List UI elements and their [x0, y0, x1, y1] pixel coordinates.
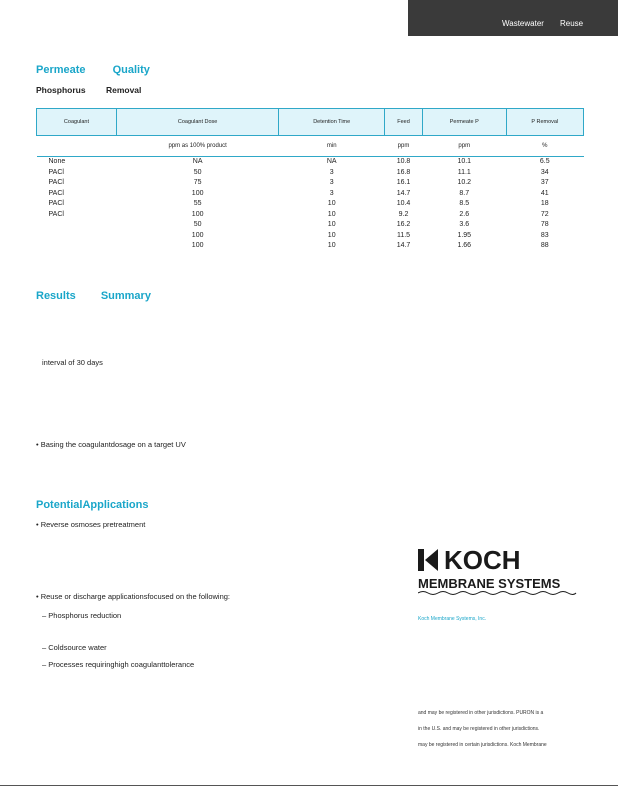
results-line: interval of 30 days — [42, 358, 103, 367]
table-cell: 10 — [327, 221, 336, 228]
table-cell: 3 — [329, 179, 334, 186]
column-unit: % — [506, 136, 583, 157]
title-part: Quality — [112, 64, 150, 76]
table-cell: 55 — [193, 200, 202, 207]
table-cell: 10.4 — [396, 200, 411, 207]
table-cell — [37, 220, 117, 231]
title-part: Permeate — [36, 64, 86, 76]
results-title — [36, 290, 151, 302]
koch-logo — [418, 546, 608, 603]
table-row — [37, 220, 584, 231]
bullet-text: Phosphorus reduction — [48, 611, 122, 620]
table-cell: 100 — [191, 210, 204, 218]
applications-title: PotentialApplications — [36, 499, 149, 511]
table-cell: 50 — [193, 168, 202, 176]
app-subbullet: – Phosphorus reduction — [42, 611, 122, 620]
table-cell: 10.1 — [457, 158, 472, 165]
company-name: Koch Membrane Systems, Inc. — [418, 616, 487, 622]
logo-line1: KOCH — [444, 546, 521, 575]
table-cell: 1.66 — [457, 242, 472, 249]
table-cell: 100 — [191, 242, 204, 249]
table-cell: 8.7 — [459, 189, 470, 197]
table-cell: PACl — [48, 210, 64, 218]
table-cell: 100 — [191, 189, 204, 197]
table-row — [37, 199, 584, 210]
bullet-text: Processes requiringhigh coagulanttolerance — [48, 660, 195, 669]
table-cell: PACl — [48, 200, 64, 207]
table-cell: 100 — [191, 231, 204, 239]
bullet-text: Reuse or discharge applicationsfocused on the following: — [40, 592, 231, 601]
table-cell: 10 — [327, 231, 336, 239]
bullet-text: Reverse osmoses pretreatment — [40, 520, 146, 529]
results-bullet: • Basing the coagulantdosage on a target UV — [36, 440, 186, 449]
column-unit: ppm as 100% product — [116, 136, 278, 157]
legal-text: in the U.S. and may be registered in other jurisdictions. — [418, 726, 540, 732]
app-bullet: • Reverse osmoses pretreatment — [36, 520, 146, 529]
table-cell: 34 — [540, 168, 549, 176]
table-cell: PACl — [48, 168, 64, 176]
table-cell: 11.1 — [457, 168, 471, 176]
koch-logo-icon — [418, 546, 608, 598]
section-title — [36, 64, 150, 76]
table-cell: 41 — [540, 189, 549, 197]
table-cell: 50 — [193, 221, 202, 228]
table-cell: 16.2 — [396, 221, 411, 228]
table-cell: 10 — [327, 242, 336, 249]
table-cell: None — [48, 158, 66, 165]
table-row — [37, 210, 584, 221]
table-cell: 9.2 — [398, 210, 409, 218]
table-cell: 83 — [540, 231, 549, 239]
table-cell: 6.5 — [539, 158, 550, 165]
column-header: Permeate P — [422, 109, 506, 136]
bottom-rule — [0, 785, 618, 786]
app-subbullet: – Processes requiringhigh coagulanttolerance — [42, 660, 195, 669]
column-header: Detention Time — [279, 109, 385, 136]
table-cell: 78 — [540, 221, 549, 228]
table-cell: 72 — [540, 210, 549, 218]
column-header: P Removal — [506, 109, 583, 136]
legal-text: and may be registered in other jurisdictions. PURON is a — [418, 710, 544, 716]
bullet-text: Basing the coagulantdosage on a target UV — [40, 440, 186, 449]
phosphorus-table — [36, 108, 584, 252]
column-unit: ppm — [385, 136, 423, 157]
column-unit: min — [279, 136, 385, 157]
table-cell: 1.95 — [457, 231, 472, 239]
table-cell: 10 — [327, 200, 336, 207]
table-cell — [37, 241, 117, 252]
table-cell: 16.1 — [396, 179, 411, 186]
bullet-text: Coldsource water — [48, 643, 107, 652]
table-cell: 3.6 — [459, 221, 470, 228]
column-unit — [37, 136, 117, 157]
table-cell: NA — [192, 158, 203, 165]
header-bar — [408, 0, 618, 36]
table-cell: 16.8 — [396, 168, 411, 176]
subtitle-part: Phosphorus — [36, 85, 86, 95]
table-cell: 10.2 — [457, 179, 472, 186]
table-cell: NA — [326, 158, 337, 165]
column-unit: ppm — [422, 136, 506, 157]
table-cell: 10.8 — [396, 158, 411, 165]
section-subtitle — [36, 85, 141, 95]
table-cell — [37, 231, 117, 242]
table-cell: 3 — [329, 189, 334, 197]
table-row — [37, 157, 584, 168]
header-right: Reuse — [560, 19, 584, 28]
table-cell: 18 — [540, 200, 549, 207]
table-cell: 88 — [540, 242, 549, 249]
table-row — [37, 241, 584, 252]
table-cell: 14.7 — [396, 189, 411, 197]
column-header: Feed — [385, 109, 423, 136]
title-part: Results — [36, 290, 76, 302]
table-cell: 37 — [540, 179, 549, 186]
app-bullet: • Reuse or discharge applicationsfocused on the following: — [36, 592, 231, 601]
table-cell: 8.5 — [459, 200, 470, 207]
table-cell: 10 — [327, 210, 336, 218]
title-part: Summary — [100, 290, 151, 302]
header-left: Wastewater — [502, 19, 544, 28]
table-row — [37, 168, 584, 179]
table-cell: 2.6 — [459, 210, 470, 218]
logo-line2: MEMBRANE SYSTEMS — [418, 576, 561, 591]
table-cell: 75 — [193, 179, 202, 186]
table-row — [37, 189, 584, 200]
table-cell: PACl — [48, 189, 64, 197]
table-cell: PACl — [48, 179, 64, 186]
column-header: Coagulant Dose — [116, 109, 278, 136]
legal-text: may be registered in certain jurisdictions. Koch Membrane — [418, 742, 547, 748]
table-cell: 11.5 — [396, 231, 411, 239]
subtitle-part: Removal — [105, 85, 142, 95]
table-cell: 14.7 — [396, 242, 411, 249]
table-row — [37, 231, 584, 242]
table-cell: 3 — [329, 168, 334, 176]
column-header: Coagulant — [37, 109, 117, 136]
app-subbullet: – Coldsource water — [42, 643, 107, 652]
table-row — [37, 178, 584, 189]
